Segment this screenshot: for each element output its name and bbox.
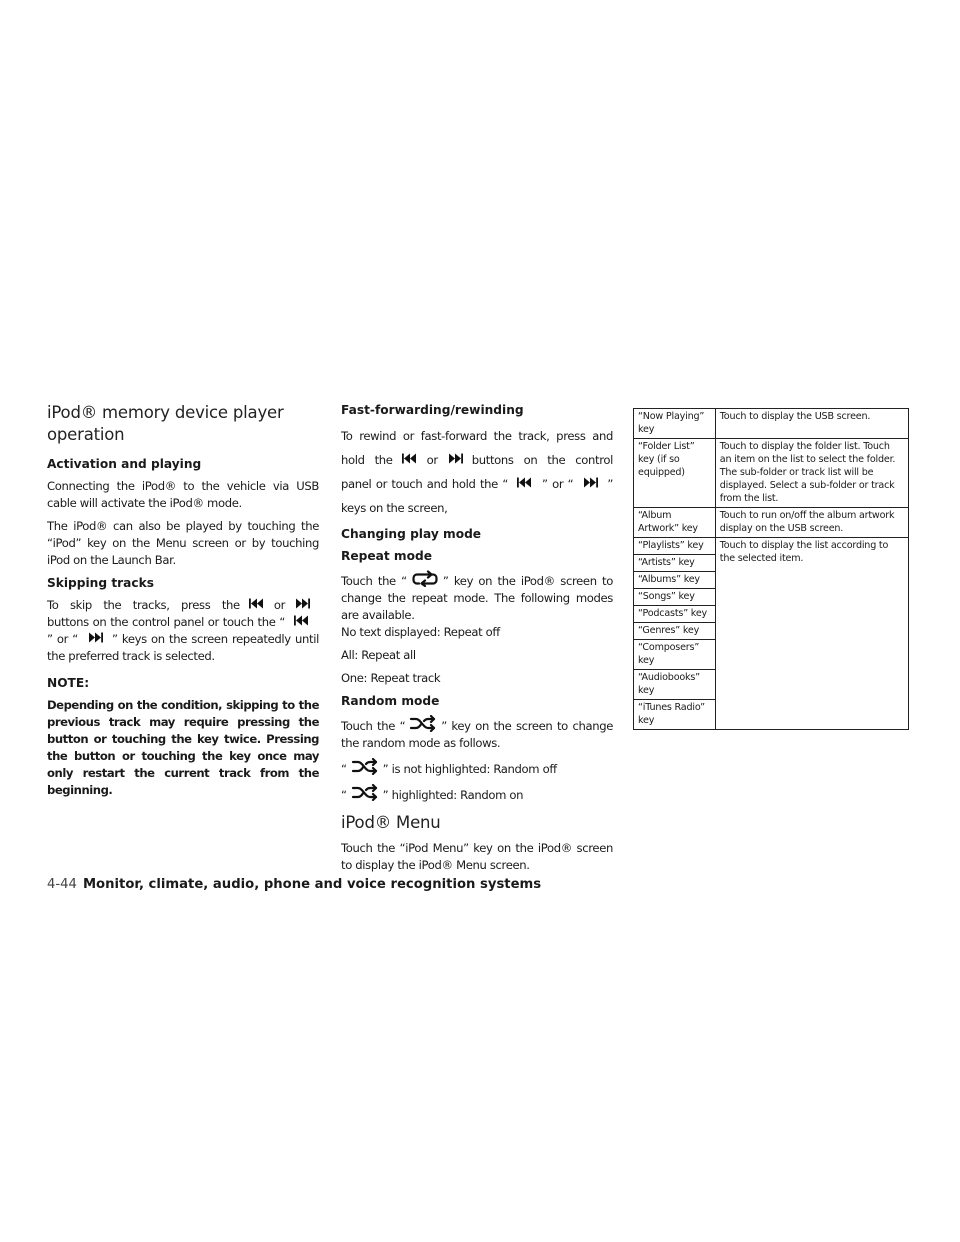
activation-paragraph-1: Connecting the iPod® to the vehicle via USB cable will activate the iPod® mode.: [47, 479, 319, 510]
random-on-quote: “: [341, 788, 347, 802]
skip-text-c: ” keys on the screen repeatedly until the preferred track is selected.: [47, 632, 319, 663]
note-heading: NOTE:: [47, 676, 90, 690]
ipod-menu-text: Touch the “iPod Menu” key on the iPod® screen to display the iPod® Menu screen.: [341, 841, 613, 872]
ff-text-b: buttons on the control panel or touch and hold the “: [341, 453, 614, 491]
left-column: [47, 402, 319, 805]
repeat-heading: Repeat mode: [341, 549, 432, 563]
random-off-text: ” is not highlighted: Random off: [382, 762, 557, 776]
skip-previous-key-icon: [291, 614, 313, 627]
skip-previous-icon: [246, 597, 268, 610]
rewind-key-icon: [514, 476, 536, 489]
desc-cell: Touch to display the USB screen.: [715, 409, 908, 439]
desc-cell: Touch to display the list according to the selected item.: [715, 538, 908, 730]
key-cell: “Folder List” key (if so equipped): [634, 439, 716, 508]
skip-paragraph: [47, 597, 319, 665]
skip-next-key-icon: [84, 631, 106, 644]
right-column: [633, 408, 909, 730]
random-heading: Random mode: [341, 694, 440, 708]
ff-paragraph: [341, 424, 613, 520]
rewind-icon: [399, 452, 421, 465]
repeat-one: One: Repeat track: [341, 671, 441, 685]
key-table: [633, 408, 909, 730]
random-off-quote: “: [341, 762, 347, 776]
table-row: [634, 508, 909, 538]
chapter-title: Monitor, climate, audio, phone and voice recognition systems: [82, 877, 542, 892]
table-row: [634, 439, 909, 508]
section-title: iPod® memory device player operation: [47, 403, 284, 444]
skip-quote-1: “: [279, 615, 285, 629]
ff-heading: Fast-forwarding/rewinding: [341, 403, 524, 417]
activation-heading: Activation and playing: [47, 457, 202, 471]
random-on: [341, 784, 613, 804]
fast-forward-icon: [444, 452, 466, 465]
repeat-icon: [411, 570, 439, 587]
activation-paragraph-2: The iPod® can also be played by touching the “iPod” key on the Menu screen or by touching iPod on the Launch Bar.: [47, 519, 319, 567]
repeat-text-b: ” key on the iPod® screen to change the repeat mode. The following modes are available.: [341, 574, 613, 622]
skip-text-b: buttons on the control panel or touch the: [47, 615, 276, 629]
repeat-paragraph: [341, 570, 613, 624]
key-cell: “Genres” key: [634, 623, 716, 640]
key-cell: “Composers” key: [634, 640, 716, 670]
random-text-a: Touch the “: [341, 719, 406, 733]
key-cell: “Podcasts” key: [634, 606, 716, 623]
desc-cell: Touch to display the folder list. Touch an item on the list to select the folder. The sub-folder or track list will be displayed. Select a sub-folder or track from the list.: [715, 439, 908, 508]
skip-next-icon: [291, 597, 313, 610]
skip-text-a: To skip the tracks, press the: [47, 598, 240, 612]
random-paragraph: [341, 715, 613, 752]
key-cell: “Playlists” key: [634, 538, 716, 555]
skip-text-or: or: [273, 598, 285, 612]
repeat-text-a: Touch the “: [341, 574, 407, 588]
repeat-off: No text displayed: Repeat off: [341, 625, 500, 639]
middle-column: [341, 402, 613, 880]
skip-quote-2: ” or “: [47, 632, 78, 646]
random-off: [341, 758, 613, 778]
repeat-all: All: Repeat all: [341, 648, 416, 662]
play-mode-heading: Changing play mode: [341, 527, 482, 541]
ff-text-a: To rewind or fast-forward the track, press and hold the: [341, 429, 613, 467]
desc-cell: Touch to run on/off the album artwork display on the USB screen.: [715, 508, 908, 538]
skip-heading: Skipping tracks: [47, 576, 154, 590]
random-on-text: ” highlighted: Random on: [382, 788, 524, 802]
key-cell: “Albums” key: [634, 572, 716, 589]
ipod-menu-title: iPod® Menu: [341, 813, 441, 832]
table-row: [634, 409, 909, 439]
fast-forward-key-icon: [579, 476, 601, 489]
key-cell: “Now Playing” key: [634, 409, 716, 439]
key-cell: “Artists” key: [634, 555, 716, 572]
key-cell: “Audiobooks” key: [634, 670, 716, 700]
key-cell: “Album Artwork” key: [634, 508, 716, 538]
random-text-b: ” key on the screen to change the random mode as follows.: [341, 719, 614, 750]
ff-text-d: ” keys on the screen,: [341, 477, 613, 515]
shuffle-off-icon: [351, 758, 379, 775]
ff-text-c: ” or “: [542, 477, 574, 491]
shuffle-icon: [409, 715, 437, 732]
shuffle-on-icon: [351, 784, 379, 801]
key-cell: “Songs” key: [634, 589, 716, 606]
page-footer: [47, 877, 541, 892]
key-cell: “iTunes Radio” key: [634, 700, 716, 730]
page-number: 4-44: [47, 877, 77, 892]
table-row: [634, 538, 909, 555]
note-text: Depending on the condition, skipping to the previous track may require pressing the button or touching the key twice. Pressing the button or touching the key once may only restart the current track from the beginning.: [47, 698, 319, 797]
ff-text-or: or: [426, 453, 438, 467]
